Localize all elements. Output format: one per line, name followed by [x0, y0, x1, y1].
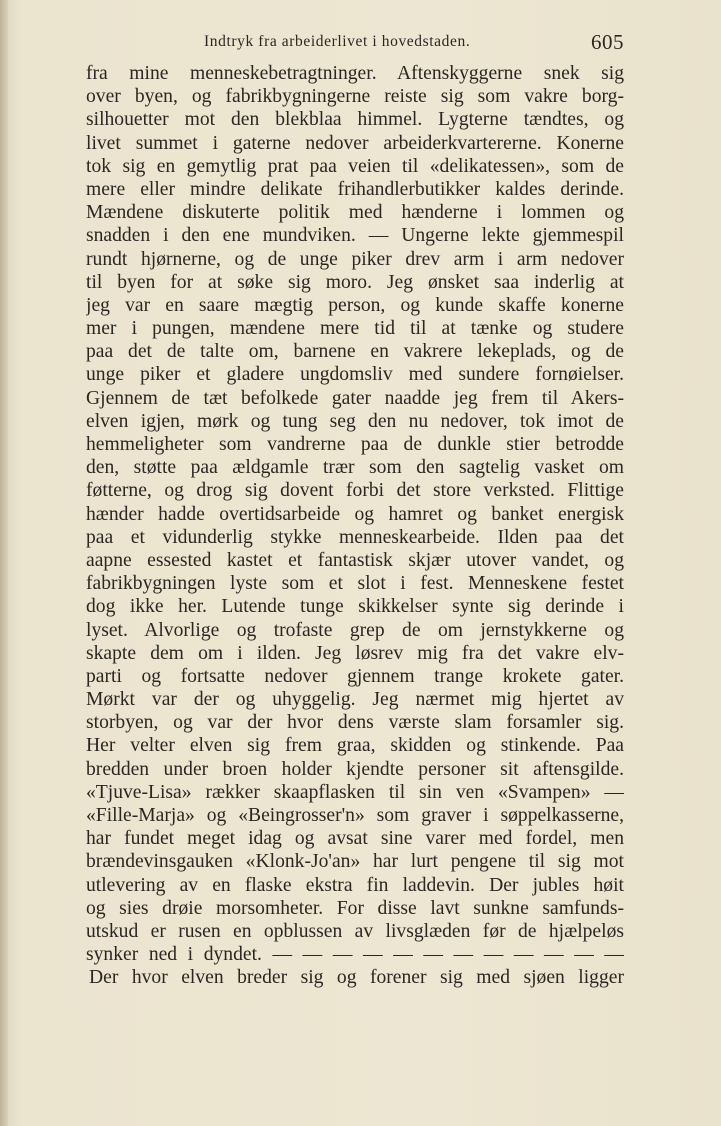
page-number: 605	[591, 30, 624, 54]
text-line: Gjennem de tæt befolkede gater naadde jeg frem til Akers-	[86, 387, 624, 409]
text-line: over byen, og fabrikbygningerne reiste sig som vakre borg-	[86, 86, 624, 108]
body-text	[86, 62, 624, 990]
text-line-dashes: synker ned i dyndet. — — — — — — — — — — — —	[86, 944, 624, 966]
text-line: storbyen, og var der hvor dens værste slam forsamler sig.	[86, 712, 624, 734]
text-line: utskud er rusen en opblussen av livsglæden før de hjælpeløs	[86, 920, 624, 942]
page-binding-edge	[0, 0, 8, 1126]
text-line: livet summet i gaterne nedover arbeiderkvartererne. Konerne	[86, 132, 624, 154]
text-line: har fundet meget idag og avsat sine varer med fordel, men	[86, 828, 624, 850]
text-line: «Tjuve-Lisa» rækker skaapflasken til sin ven «Svampen» —	[86, 781, 624, 803]
text-line: Mørkt var der og uhyggelig. Jeg nærmet mig hjertet av	[86, 689, 624, 711]
text-line: fra mine menneskebetragtninger. Aftenskyggerne snek sig	[86, 63, 624, 84]
text-line: aapne essested kastet et fantastisk skjær utover vandet, og	[86, 549, 624, 571]
page-header	[86, 30, 624, 56]
text-line: Mændene diskuterte politik med hænderne i lommen og	[86, 202, 624, 224]
text-line: den, støtte paa ældgamle trær som den sagtelig vasket om	[86, 457, 624, 479]
text-line: hemmeligheter som vandrerne paa de dunkle stier betrodde	[86, 434, 624, 455]
running-head: Indtryk fra arbeiderlivet i hovedstaden.	[204, 33, 471, 50]
text-line: elven igjen, mørk og tung seg den nu nedover, tok imot de	[86, 410, 624, 432]
text-line: mer i pungen, mændene mere tid til at tænke og studere	[86, 318, 624, 340]
text-line: dog ikke her. Lutende tunge skikkelser synte sig derinde i	[86, 596, 624, 618]
text-line: paa et vidunderlig stykke menneskearbeide. Ilden paa det	[86, 526, 624, 548]
text-line: brændevinsgauken «Klonk-Jo'an» har lurt pengene til sig mot	[86, 851, 624, 873]
text-line: lyset. Alvorlige og trofaste grep de om jernstykkerne og	[86, 619, 624, 641]
text-line: tok sig en gemytlig prat paa veien til «delikatessen», som de	[86, 155, 624, 177]
text-line: rundt hjørnerne, og de unge piker drev arm i arm nedover	[86, 248, 624, 270]
text-line: skapte dem om i ilden. Jeg løsrev mig fra det vakre elv-	[86, 642, 624, 664]
text-line: til byen for at søke sig moro. Jeg ønsket saa inderlig at	[86, 271, 624, 293]
text-line: unge piker et gladere ungdomsliv med sundere fornøielser.	[86, 364, 624, 386]
text-line: jeg var en saare mægtig person, og kunde skaffe konerne	[86, 294, 624, 316]
text-line: «Fille-Marja» og «Beingrosser'n» som graver i søppelkasserne,	[86, 805, 624, 826]
text-line: paa det de talte om, barnene en vakrere lekeplads, og de	[86, 341, 624, 363]
text-line: parti og fortsatte nedover gjennem trange krokete gater.	[86, 665, 624, 687]
text-line: silhouetter mot den blekblaa himmel. Lygterne tændtes, og	[86, 109, 624, 131]
text-line: føtterne, og drog sig dovent forbi det store verksted. Flittige	[86, 480, 624, 502]
text-line: fabrikbygningen lyste som et slot i fest. Menneskene festet	[86, 573, 624, 595]
text-line: Der hvor elven breder sig og forener sig med sjøen ligger	[89, 967, 624, 989]
text-line: Her velter elven sig frem graa, skidden og stinkende. Paa	[86, 735, 624, 757]
text-line: mere eller mindre delikate frihandlerbutikker kaldes derinde.	[86, 178, 624, 200]
text-line: og sies drøie morsomheter. For disse lavt sunkne samfunds-	[86, 897, 624, 919]
text-line: hænder hadde overtidsarbeide og hamret og banket energisk	[86, 503, 624, 525]
text-line: snadden i den ene mundviken. — Ungerne lekte gjemmespil	[86, 225, 624, 247]
text-line: utlevering av en flaske ekstra fin laddevin. Der jubles høit	[86, 874, 624, 896]
text-line: bredden under broen holder kjendte personer sit aftensgilde.	[86, 758, 624, 780]
